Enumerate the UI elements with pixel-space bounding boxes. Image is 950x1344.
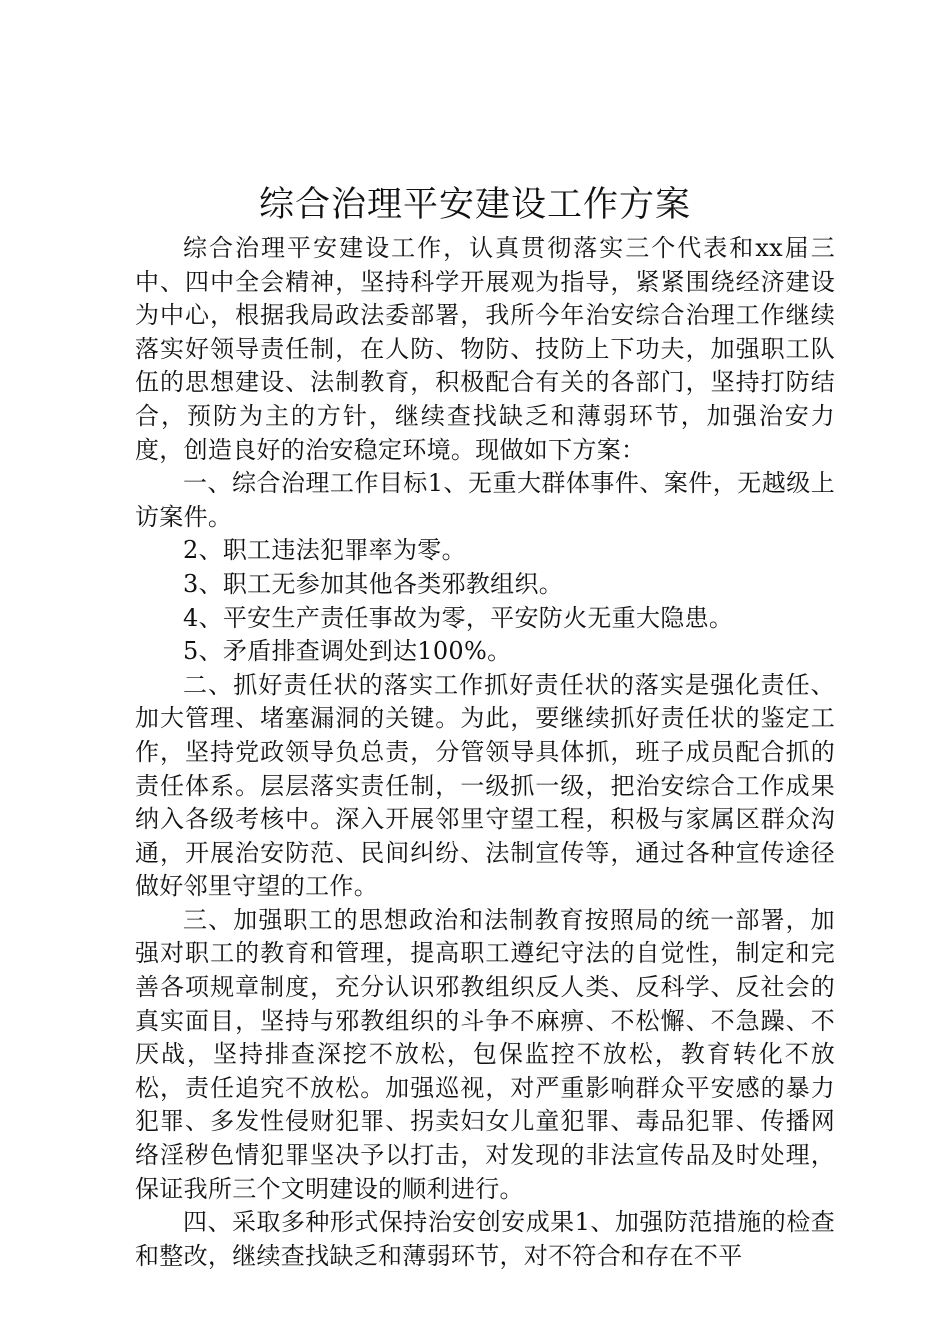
paragraph-intro: 综合治理平安建设工作，认真贯彻落实三个代表和xx届三中、四中全会精神，坚持科学开展观为指导，紧紧围绕经济建设为中心，根据我局政法委部署，我所今年治安综合治理工作继续落实好领导责任制，在人防、物防、技防上下功夫，加强职工队伍的思想建设、法制教育，积极配合有关的各部门，坚持打防结合，预防为主的方针，继续查找缺乏和薄弱环节，加强治安力度，创造良好的治安稳定环境。现做如下方案： [135,234,835,464]
paragraph-section-3: 三、加强职工的思想政治和法制教育按照局的统一部署，加强对职工的教育和管理，提高职工遵纪守法的自觉性，制定和完善各项规章制度，充分认识邪教组织反人类、反科学、反社会的真实面目，坚持与邪教组织的斗争不麻痹、不松懈、不急躁、不厌战，坚持排查深挖不放松，包保监控不放松，教育转化不放松，责任追究不放松。加强巡视，对严重影响群众平安感的暴力犯罪、多发性侵财犯罪、拐卖妇女儿童犯罪、毒品犯罪、传播网络淫秽色情犯罪坚决予以打击，对发现的非法宣传品及时处理，保证我所三个文明建设的顺利进行。 [135,905,835,1203]
paragraph-goal-1: 一、综合治理工作目标1、无重大群体事件、案件，无越级上访案件。 [135,469,835,531]
paragraph-section-2: 二、抓好责任状的落实工作抓好责任状的落实是强化责任、加大管理、堵塞漏洞的关键。为此，要继续抓好责任状的鉴定工作，坚持党政领导负总责，分管领导具体抓，班子成员配合抓的责任体系。层层落实责任制，一级抓一级，把治安综合工作成果纳入各级考核中。深入开展邻里守望工程，积极与家属区群众沟通，开展治安防范、民间纠纷、法制宣传等，通过各种宣传途径做好邻里守望的工作。 [135,670,835,901]
paragraph-goal-3: 3、职工无参加其他各类邪教组织。 [183,569,564,598]
paragraph-goal-5: 5、矛盾排查调处到达100%。 [183,637,512,666]
paragraph-section-4: 四、采取多种形式保持治安创安成果1、加强防范措施的检查和整改，继续查找缺乏和薄弱环节，对不符合和存在不平 [135,1208,835,1270]
document-title: 综合治理平安建设工作方案 [258,185,691,225]
paragraph-goal-4: 4、平安生产责任事故为零，平安防火无重大隐患。 [183,603,734,632]
paragraph-goal-2: 2、职工违法犯罪率为零。 [183,536,466,565]
document-body [135,232,835,1273]
